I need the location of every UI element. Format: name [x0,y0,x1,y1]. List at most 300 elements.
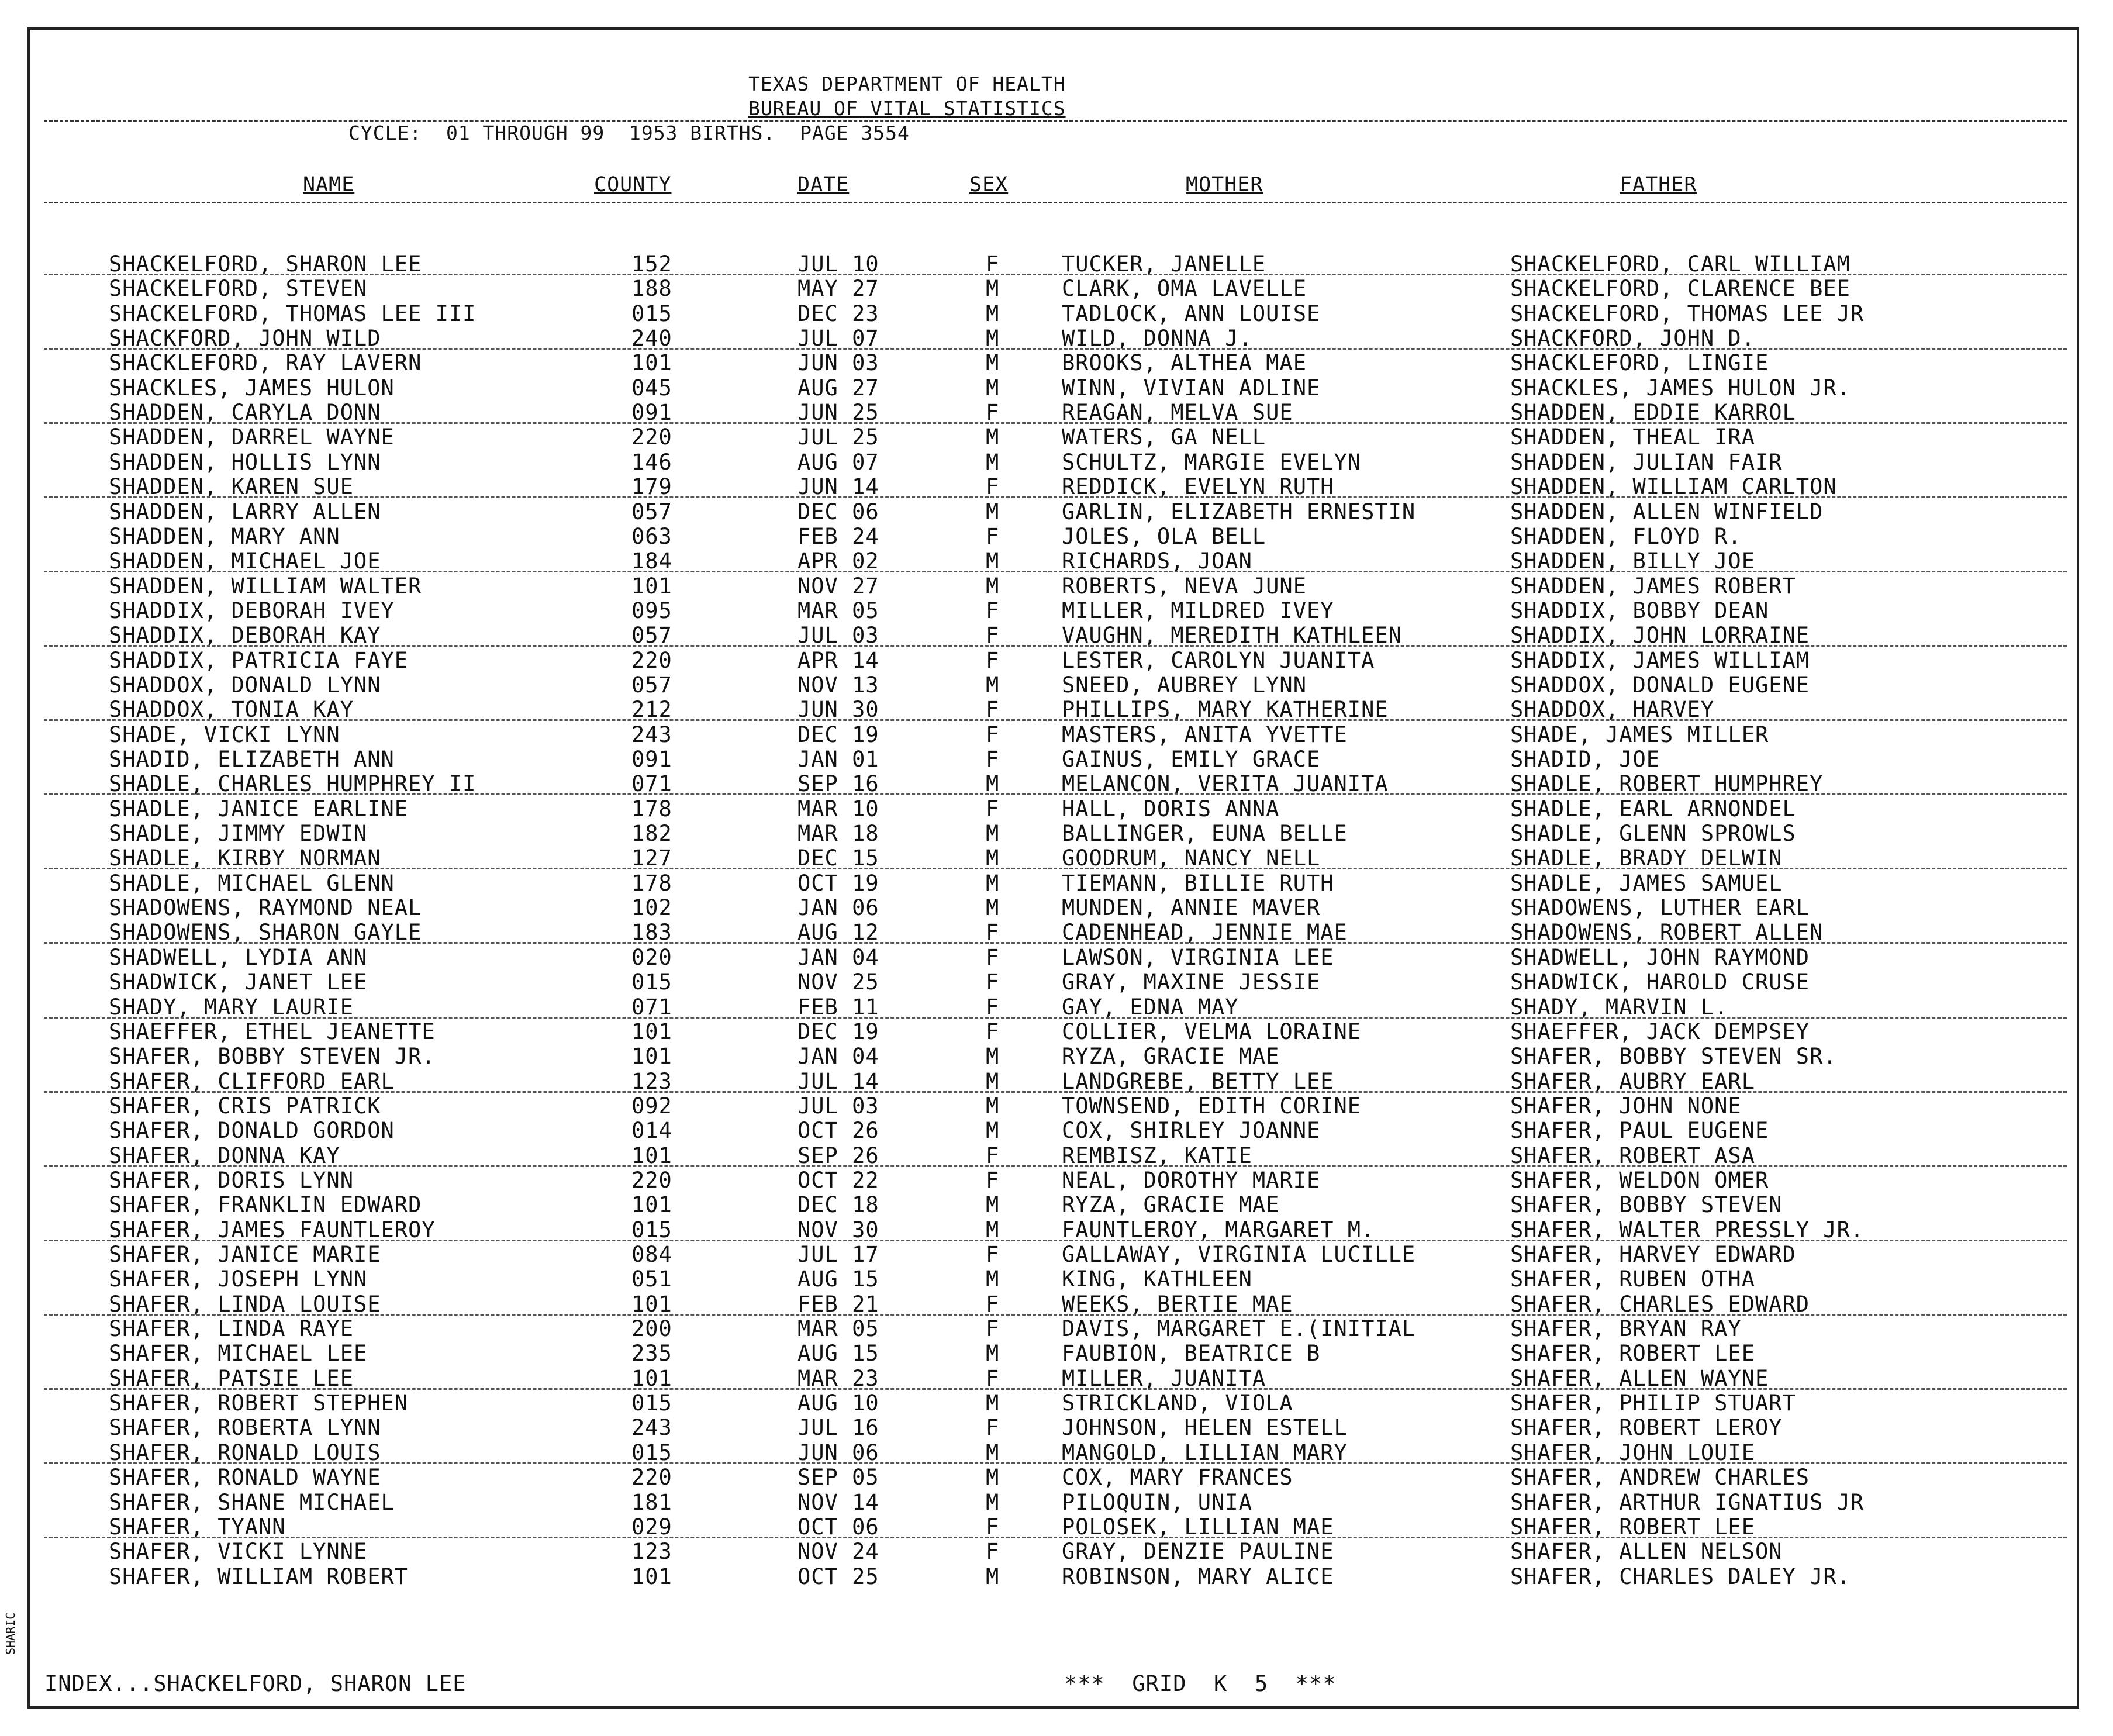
cell-sex: F [986,1365,1000,1391]
table-row [0,1217,2113,1242]
cell-mother: MASTERS, ANITA YVETTE [1062,722,1348,747]
cell-mother: TOWNSEND, EDITH CORINE [1062,1093,1362,1119]
cell-father: SHAFER, ROBERT LEE [1510,1514,1755,1540]
cell-date: JUN 14 [797,474,879,500]
row-separator [44,645,2067,647]
cell-county: 015 [631,969,672,995]
cell-county: 123 [631,1539,672,1565]
col-header-mother: MOTHER [1186,173,1263,196]
cell-name: SHAFER, DONNA KAY [109,1143,340,1168]
cell-name: SHADDEN, MICHAEL JOE [109,548,381,574]
table-row [0,672,2113,697]
cell-county: 101 [631,1143,672,1168]
cell-name: SHAFER, MICHAEL LEE [109,1341,368,1366]
cell-sex: F [986,1291,1000,1317]
cell-county: 220 [631,424,672,450]
cell-name: SHADLE, KIRBY NORMAN [109,845,381,871]
table-row [0,1118,2113,1143]
cell-county: 220 [631,1465,672,1490]
cell-county: 188 [631,276,672,302]
cell-sex: M [986,1044,1000,1069]
cell-sex: F [986,598,1000,623]
cell-sex: F [986,969,1000,995]
table-row [0,995,2113,1019]
cell-mother: GARLIN, ELIZABETH ERNESTIN [1062,499,1416,524]
cell-mother: MILLER, MILDRED IVEY [1062,598,1334,623]
cell-father: SHADY, MARVIN L. [1510,994,1728,1020]
cell-date: JUL 25 [797,424,879,450]
cell-sex: M [986,1068,1000,1094]
cell-father: SHADLE, EARL ARNONDEL [1510,796,1796,822]
cell-mother: LANDGREBE, BETTY LEE [1062,1068,1334,1094]
cell-name: SHAFER, PATSIE LEE [109,1365,354,1391]
cell-date: JAN 01 [797,747,879,772]
cell-county: 235 [631,1341,672,1366]
table-row [0,400,2113,424]
cell-county: 123 [631,1068,672,1094]
cell-date: MAR 18 [797,821,879,847]
table-row [0,623,2113,647]
cell-county: 101 [631,1192,672,1218]
cell-county: 015 [631,1217,672,1243]
cell-mother: CADENHEAD, JENNIE MAE [1062,920,1348,945]
cell-date: JAN 06 [797,895,879,921]
cell-mother: GALLAWAY, VIRGINIA LUCILLE [1062,1242,1416,1267]
cell-date: FEB 24 [797,523,879,549]
cell-sex: M [986,1266,1000,1292]
cell-sex: M [986,1440,1000,1465]
table-row [0,1490,2113,1514]
cell-name: SHADDOX, DONALD LYNN [109,672,381,698]
cell-name: SHAFER, RONALD LOUIS [109,1440,381,1465]
cell-father: SHADE, JAMES MILLER [1510,722,1769,747]
cell-date: AUG 07 [797,449,879,475]
cell-father: SHAFER, ROBERT ASA [1510,1143,1755,1168]
cell-date: JAN 04 [797,944,879,970]
cell-county: 057 [631,672,672,698]
cell-mother: WATERS, GA NELL [1062,424,1266,450]
cell-mother: MUNDEN, ANNIE MAVER [1062,895,1321,921]
cell-county: 045 [631,375,672,401]
row-separator [44,1240,2067,1241]
row-separator [44,1017,2067,1019]
cell-sex: F [986,1539,1000,1565]
row-separator [44,868,2067,869]
cell-mother: MELANCON, VERITA JUANITA [1062,771,1389,797]
cell-sex: F [986,1316,1000,1342]
cell-sex: M [986,424,1000,450]
table-row [0,945,2113,969]
col-header-father: FATHER [1620,173,1697,196]
cell-date: JUN 06 [797,1440,879,1465]
cell-county: 101 [631,1365,672,1391]
cell-father: SHAFER, HARVEY EDWARD [1510,1242,1796,1267]
cell-name: SHAFER, VICKI LYNNE [109,1539,368,1565]
table-row [0,326,2113,350]
row-separator [44,719,2067,721]
cell-sex: M [986,1118,1000,1144]
cell-name: SHADDEN, DARREL WAYNE [109,424,395,450]
cell-mother: STRICKLAND, VIOLA [1062,1390,1293,1416]
cell-mother: WILD, DONNA J. [1062,326,1252,351]
cell-mother: MILLER, JUANITA [1062,1365,1266,1391]
cell-father: SHACKELFORD, CLARENCE BEE [1510,276,1850,302]
cell-father: SHAFER, JOHN NONE [1510,1093,1742,1119]
cell-name: SHACKELFORD, STEVEN [109,276,368,302]
cell-mother: RICHARDS, JOAN [1062,548,1252,574]
cell-mother: KING, KATHLEEN [1062,1266,1252,1292]
cell-county: 015 [631,1440,672,1465]
cell-date: NOV 14 [797,1489,879,1515]
cell-date: DEC 19 [797,722,879,747]
cell-father: SHADOWENS, ROBERT ALLEN [1510,920,1824,945]
cell-name: SHADOWENS, RAYMOND NEAL [109,895,422,921]
cell-name: SHACKFORD, JOHN WILD [109,326,381,351]
cell-father: SHADDEN, JULIAN FAIR [1510,449,1783,475]
cell-sex: M [986,301,1000,326]
cell-county: 220 [631,647,672,673]
cell-date: APR 02 [797,548,879,574]
cell-father: SHAFER, PHILIP STUART [1510,1390,1796,1416]
cell-sex: M [986,548,1000,574]
table-row [0,920,2113,944]
cell-name: SHAFER, DONALD GORDON [109,1118,395,1144]
row-separator [44,942,2067,944]
table-row [0,895,2113,920]
cell-father: SHADDOX, HARVEY [1510,697,1715,723]
cell-father: SHAFER, WALTER PRESSLY JR. [1510,1217,1865,1243]
cell-mother: SNEED, AUBREY LYNN [1062,672,1307,698]
cell-date: OCT 25 [797,1564,879,1589]
cell-father: SHAFER, ROBERT LEROY [1510,1415,1783,1441]
cell-name: SHADLE, JANICE EARLINE [109,796,409,822]
cell-county: 020 [631,944,672,970]
cell-date: DEC 06 [797,499,879,524]
cell-sex: F [986,697,1000,723]
table-row [0,845,2113,870]
cell-name: SHADLE, CHARLES HUMPHREY II [109,771,477,797]
cell-father: SHACKELFORD, CARL WILLIAM [1510,251,1850,277]
table-row [0,722,2113,747]
table-row [0,1564,2113,1589]
table-row [0,1143,2113,1168]
cell-county: 057 [631,623,672,648]
cell-sex: M [986,1192,1000,1218]
cell-name: SHAEFFER, ETHEL JEANETTE [109,1019,436,1044]
cell-county: 146 [631,449,672,475]
cell-father: SHADID, JOE [1510,747,1660,772]
row-separator [44,1165,2067,1167]
table-row [0,871,2113,895]
table-row [0,1292,2113,1316]
cell-sex: F [986,474,1000,500]
cell-county: 084 [631,1242,672,1267]
cell-mother: MANGOLD, LILLIAN MARY [1062,1440,1348,1465]
cell-father: SHADLE, ROBERT HUMPHREY [1510,771,1824,797]
cell-father: SHADOWENS, LUTHER EARL [1510,895,1810,921]
cell-father: SHAFER, BRYAN RAY [1510,1316,1742,1342]
cell-name: SHAFER, JOSEPH LYNN [109,1266,368,1292]
cell-father: SHADDIX, JAMES WILLIAM [1510,647,1810,673]
cell-mother: TIEMANN, BILLIE RUTH [1062,870,1334,896]
cell-father: SHADDIX, JOHN LORRAINE [1510,623,1810,648]
cell-name: SHADDEN, KAREN SUE [109,474,354,500]
cell-father: SHADDEN, FLOYD R. [1510,523,1742,549]
cell-name: SHAFER, LINDA LOUISE [109,1291,381,1317]
cell-date: FEB 21 [797,1291,879,1317]
cell-name: SHADDEN, MARY ANN [109,523,340,549]
cell-mother: SCHULTZ, MARGIE EVELYN [1062,449,1362,475]
cell-date: JUN 25 [797,400,879,426]
row-separator [44,1388,2067,1390]
row-separator [44,793,2067,795]
cell-county: 095 [631,598,672,623]
cell-date: NOV 25 [797,969,879,995]
cell-name: SHAFER, JAMES FAUNTLEROY [109,1217,436,1243]
cell-mother: ROBINSON, MARY ALICE [1062,1564,1334,1589]
col-header-sex: SEX [969,173,1009,196]
table-row [0,1242,2113,1266]
cell-date: JUL 07 [797,326,879,351]
cell-date: MAY 27 [797,276,879,302]
cell-father: SHADDIX, BOBBY DEAN [1510,598,1769,623]
row-separator [44,1314,2067,1316]
table-row [0,499,2113,524]
cell-sex: F [986,722,1000,747]
cell-mother: TADLOCK, ANN LOUISE [1062,301,1321,326]
table-row [0,1440,2113,1465]
cell-father: SHAFER, ROBERT LEE [1510,1341,1755,1366]
col-header-county: COUNTY [594,173,672,196]
cell-date: JUL 03 [797,623,879,648]
table-row [0,1093,2113,1118]
cell-sex: M [986,821,1000,847]
cell-father: SHAFER, AUBRY EARL [1510,1068,1755,1094]
cell-sex: F [986,944,1000,970]
cell-name: SHADDIX, DEBORAH KAY [109,623,381,648]
table-row [0,747,2113,771]
cell-name: SHADE, VICKI LYNN [109,722,340,747]
cell-father: SHAFER, WELDON OMER [1510,1167,1769,1193]
table-row [0,450,2113,474]
cell-date: DEC 15 [797,845,879,871]
cell-father: SHACKELFORD, THOMAS LEE JR [1510,301,1865,326]
cell-date: AUG 27 [797,375,879,401]
cell-mother: PHILLIPS, MARY KATHERINE [1062,697,1389,723]
cell-county: 101 [631,1291,672,1317]
cell-county: 200 [631,1316,672,1342]
cell-father: SHADLE, JAMES SAMUEL [1510,870,1783,896]
cell-name: SHAFER, DORIS LYNN [109,1167,354,1193]
cell-father: SHAFER, CHARLES EDWARD [1510,1291,1810,1317]
cell-name: SHAFER, JANICE MARIE [109,1242,381,1267]
cell-county: 101 [631,573,672,599]
cell-mother: PILOQUIN, UNIA [1062,1489,1252,1515]
cell-county: 212 [631,697,672,723]
cell-father: SHADDEN, ALLEN WINFIELD [1510,499,1824,524]
cell-sex: M [986,375,1000,401]
cell-father: SHAFER, CHARLES DALEY JR. [1510,1564,1850,1589]
cell-county: 029 [631,1514,672,1540]
cell-sex: F [986,994,1000,1020]
row-separator [44,1537,2067,1538]
table-row [0,598,2113,623]
table-row [0,574,2113,598]
table-row [0,1192,2113,1217]
cell-father: SHACKLEFORD, LINGIE [1510,350,1769,376]
cell-mother: ROBERTS, NEVA JUNE [1062,573,1307,599]
cell-name: SHAFER, RONALD WAYNE [109,1465,381,1490]
footer-index: INDEX...SHACKELFORD, SHARON LEE [44,1671,467,1696]
row-separator [44,1091,2067,1093]
cell-father: SHADDOX, DONALD EUGENE [1510,672,1810,698]
cell-date: MAR 05 [797,598,879,623]
cell-name: SHACKELFORD, THOMAS LEE III [109,301,477,326]
cell-mother: CLARK, OMA LAVELLE [1062,276,1307,302]
cell-mother: LAWSON, VIRGINIA LEE [1062,944,1334,970]
header-subtitle: BUREAU OF VITAL STATISTICS [748,97,1066,120]
cell-county: 240 [631,326,672,351]
header-divider-bottom [44,202,2067,203]
table-row [0,524,2113,548]
cell-sex: M [986,1341,1000,1366]
cell-sex: M [986,1465,1000,1490]
cell-mother: FAUNTLEROY, MARGARET M. [1062,1217,1375,1243]
cell-county: 091 [631,747,672,772]
cell-sex: F [986,1514,1000,1540]
cell-mother: JOHNSON, HELEN ESTELL [1062,1415,1348,1441]
cell-name: SHADDEN, CARYLA DONN [109,400,381,426]
cell-county: 183 [631,920,672,945]
row-separator [44,1462,2067,1464]
cell-date: JUL 14 [797,1068,879,1094]
row-separator [44,274,2067,275]
cell-father: SHACKLES, JAMES HULON JR. [1510,375,1850,401]
cell-date: OCT 26 [797,1118,879,1144]
cell-father: SHADDEN, THEAL IRA [1510,424,1755,450]
table-row [0,474,2113,499]
cell-county: 092 [631,1093,672,1119]
cell-date: SEP 26 [797,1143,879,1168]
table-row [0,1019,2113,1044]
cell-mother: REAGAN, MELVA SUE [1062,400,1293,426]
cell-father: SHAFER, ALLEN NELSON [1510,1539,1783,1565]
cell-mother: JOLES, OLA BELL [1062,523,1266,549]
cell-mother: COX, MARY FRANCES [1062,1465,1293,1490]
cell-date: AUG 15 [797,1341,879,1366]
cell-county: 182 [631,821,672,847]
cell-sex: F [986,251,1000,277]
cell-name: SHADDEN, WILLIAM WALTER [109,573,422,599]
cell-name: SHADY, MARY LAURIE [109,994,354,1020]
table-row [0,548,2113,573]
table-row [0,969,2113,994]
cell-date: JAN 04 [797,1044,879,1069]
row-separator [44,348,2067,350]
cell-mother: LESTER, CAROLYN JUANITA [1062,647,1375,673]
cell-county: 015 [631,301,672,326]
cell-mother: TUCKER, JANELLE [1062,251,1266,277]
cell-county: 071 [631,771,672,797]
cell-mother: HALL, DORIS ANNA [1062,796,1280,822]
cell-father: SHADDEN, JAMES ROBERT [1510,573,1796,599]
cell-date: MAR 05 [797,1316,879,1342]
cell-name: SHACKLEFORD, RAY LAVERN [109,350,422,376]
cell-mother: GRAY, DENZIE PAULINE [1062,1539,1334,1565]
cell-mother: GAY, EDNA MAY [1062,994,1239,1020]
cell-father: SHADWELL, JOHN RAYMOND [1510,944,1810,970]
cell-county: 178 [631,796,672,822]
cell-father: SHADDEN, WILLIAM CARLTON [1510,474,1837,500]
cell-date: DEC 23 [797,301,879,326]
cell-sex: M [986,1217,1000,1243]
cell-date: JUL 16 [797,1415,879,1441]
cell-county: 091 [631,400,672,426]
cell-sex: M [986,573,1000,599]
cell-date: SEP 16 [797,771,879,797]
cell-mother: COLLIER, VELMA LORAINE [1062,1019,1362,1044]
header-title: TEXAS DEPARTMENT OF HEALTH [748,73,1066,95]
cell-sex: M [986,350,1000,376]
cell-father: SHADDEN, BILLY JOE [1510,548,1755,574]
cell-sex: F [986,523,1000,549]
cell-sex: F [986,1019,1000,1044]
cell-name: SHADDEN, HOLLIS LYNN [109,449,381,475]
cell-name: SHAFER, CRIS PATRICK [109,1093,381,1119]
cell-date: FEB 11 [797,994,879,1020]
table-row [0,1341,2113,1365]
cell-father: SHACKFORD, JOHN D. [1510,326,1755,351]
cell-name: SHAFER, LINDA RAYE [109,1316,354,1342]
cell-county: 057 [631,499,672,524]
cell-date: DEC 19 [797,1019,879,1044]
cell-sex: M [986,895,1000,921]
cell-father: SHADLE, GLENN SPROWLS [1510,821,1796,847]
cell-mother: VAUGHN, MEREDITH KATHLEEN [1062,623,1402,648]
cell-name: SHAFER, SHANE MICHAEL [109,1489,395,1515]
cell-name: SHADLE, MICHAEL GLENN [109,870,395,896]
cell-name: SHADWICK, JANET LEE [109,969,368,995]
cell-mother: BALLINGER, EUNA BELLE [1062,821,1348,847]
table-row [0,1366,2113,1390]
row-separator [44,571,2067,572]
cell-father: SHAFER, ALLEN WAYNE [1510,1365,1769,1391]
table-row [0,771,2113,796]
cell-county: 101 [631,1564,672,1589]
cell-county: 181 [631,1489,672,1515]
cell-county: 051 [631,1266,672,1292]
cell-date: OCT 19 [797,870,879,896]
cell-date: NOV 24 [797,1539,879,1565]
cell-date: JUL 03 [797,1093,879,1119]
table-row [0,1539,2113,1564]
cell-father: SHAFER, ARTHUR IGNATIUS JR [1510,1489,1865,1515]
table-row [0,796,2113,821]
cell-name: SHADDIX, DEBORAH IVEY [109,598,395,623]
cell-name: SHADDEN, LARRY ALLEN [109,499,381,524]
cell-county: 101 [631,1044,672,1069]
cell-sex: M [986,1390,1000,1416]
table-row [0,1316,2113,1341]
cell-name: SHADWELL, LYDIA ANN [109,944,368,970]
row-separator [44,422,2067,424]
cell-date: JUN 03 [797,350,879,376]
cell-mother: DAVIS, MARGARET E.(INITIAL [1062,1316,1416,1342]
cell-father: SHADDEN, EDDIE KARROL [1510,400,1796,426]
cell-date: AUG 10 [797,1390,879,1416]
cell-sex: F [986,920,1000,945]
cell-date: APR 14 [797,647,879,673]
